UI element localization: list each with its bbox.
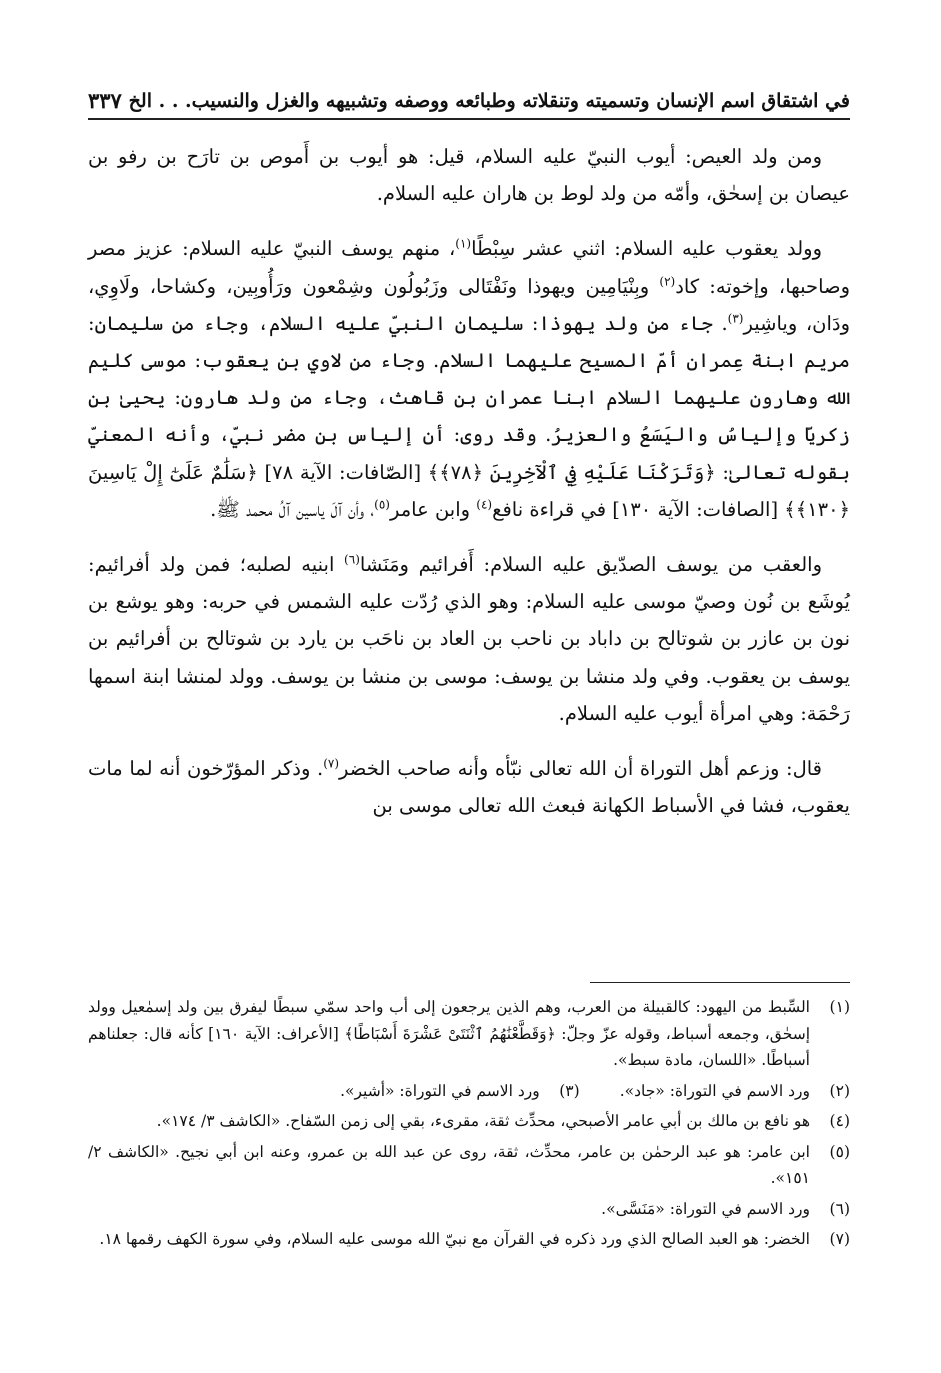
footnote-text: هو نافع بن مالك بن أبي عامر الأصبحي، محدِّث ثقة، مقرىء، بقي إلى زمن السّفاح. «الكاشف ٣/ ١٧٤». <box>156 1112 810 1130</box>
paragraph-text: ، وأن آلَ ياسين آلُ محمد ﷺ. <box>210 497 375 521</box>
book-page <box>88 78 850 1348</box>
footnote-number: (١) <box>829 998 850 1016</box>
footnote-number: (٦) <box>829 1199 850 1218</box>
footnote-separator <box>590 982 850 983</box>
footnotes <box>88 994 850 1257</box>
footnote <box>88 1108 850 1135</box>
footnote-marker: (٥) <box>374 497 390 512</box>
running-title: في اشتقاق اسم الإنسان وتسميته وتنقلاته وطبائعه ووصفه وتشبيهه والغزل والنسيب. . . الخ <box>128 90 850 112</box>
paragraph-text: ، منهم يوسف النبيّ عليه السلام: عزيز مصر وصاحبها، وإخوته: كاد <box>88 237 850 298</box>
paragraph <box>88 750 850 824</box>
footnote-text: ابن عامر: هو عبد الرحمٰن بن عامر، محدِّث، ثقة، روى عن عبد الله بن عمرو، وعنه ابن أبي نجيح. «الكاشف ٢/ ١٥١». <box>88 1142 810 1187</box>
footnote-text: ورد الاسم في التوراة: «مَنَسَّى». <box>601 1199 810 1218</box>
footnote-number: (٧) <box>829 1230 850 1248</box>
footnote-text: ورد الاسم في التوراة: «أشير». <box>340 1081 540 1100</box>
footnote-marker: (٦) <box>344 552 360 567</box>
paragraph-text: والعقب من يوسف الصدّيق عليه السلام: أَفرائيم ومَنَشا <box>359 553 822 577</box>
page-header <box>88 78 850 120</box>
paragraph <box>88 230 850 528</box>
footnote-marker: (٧) <box>323 756 340 771</box>
footnote-text: ورد الاسم في التوراة: «جاد». <box>619 1081 810 1100</box>
footnote-marker: (٣) <box>727 311 744 326</box>
footnote-number: (٣) <box>559 1081 580 1100</box>
footnote-number: (٥) <box>829 1142 850 1161</box>
footnote-marker: (٢) <box>659 274 676 289</box>
main-text <box>88 138 850 824</box>
paragraph <box>88 138 850 212</box>
paragraph-text: وابن عامر <box>389 497 477 521</box>
footnote-number: (٤) <box>829 1112 850 1130</box>
paragraph-text: وولد يعقوب عليه السلام: اثني عشر سِبْطًا <box>471 237 823 261</box>
footnote <box>88 1196 850 1223</box>
footnote-number: (٢) <box>829 1081 850 1100</box>
paragraph-text: ابنيه لصلبه؛ فمن ولد أفرائيم: يُوشَع بن نُون وصيّ موسى عليه السلام: وهو الذي رُدّت عليه الشمس في حربه: وهو يوشع بن نون بن عازر بن شوتالح بن داباد بن ناحب بن العاد بن ناحَب بن يارد بن شوتالح بن أفرائيم بن يوسف بن يعقوب. وفي ولد منشا بن يوسف: موسى بن منشا بن يوسف. وولد لمنشا ابنة اسمها رَحْمَة: وهي امرأة أيوب عليه السلام. <box>88 553 850 725</box>
paragraph-text: . وذكر المؤرّخون أنه لما مات يعقوب، فشا في الأسباط الكهانة فبعث الله تعالى موسى بن <box>88 757 850 818</box>
paragraph-text: قال: وزعم أهل التوراة أن الله تعالى نبّأه وأنه صاحب الخضر <box>339 757 823 781</box>
footnote <box>88 1226 850 1253</box>
footnote <box>88 1139 850 1192</box>
footnote-text: الخضر: هو العبد الصالح الذي ورد ذكره في القرآن مع نبيّ الله موسى عليه السلام، وفي سورة الكهف رقمها ١٨. <box>99 1230 810 1248</box>
paragraph-text: ومن ولد العيص: أيوب النبيّ عليه السلام، قيل: هو أيوب بن أَموص بن تارَح بن رفو بن عيصان بن إسحٰق، وأمّه من ولد لوط بن هاران عليه السلام. <box>88 145 850 206</box>
paragraph-text: وبِنْيَامِين ويهوذا ونَفْتَالى وزَبُولُون وشِمْعون ورَأُوبِين، وكشاحا، ولَاوِي، ودَان، وياشِير <box>88 274 850 335</box>
paragraph-text: . جاء من ولد يهوذا: سليمان النبيّ عليه السلام، وجاء من سليمان: مريم ابنة عِمران أمّ المسيح عليهما السلام. وجاء من لاوي بن يعقوب: موسى كليم الله وهارون عليهما السلام ابنا عمران بن قاهث، وجاء من ولد هارون: يحيىٰ بن زكريّا وإلياسُ واليَسَعُ والعزيرُ. وقد روى: أن إلياس بن مضر نبيّ، وأنه المعنيّ بقوله تعالىٰ: ﴿وَتَرَكْنَا عَلَيْهِ فِي ٱلْآخِرِينَ ﴿٧٨﴾﴾ [الصّافات: الآية ٧٨] ﴿سَلَٰمٌ عَلَىٰٓ إِلْ يَاسِينَ ﴿١٣٠﴾﴾ [الصافات: الآية ١٣٠] في قراءة نافع <box>88 311 851 521</box>
footnote-marker: (١) <box>455 236 472 251</box>
footnote-text: السِّبط من اليهود: كالقبيلة من العرب، وهم الذين يرجعون إلى أب واحد سمّي سبطًا ليفرق بين ولد إسمٰعيل وولد إسحٰق، وجمعه أسباط، وقوله عزّ وجلّ: ﴿وَقَطَّعْنَٰهُمُ ٱثْنَتَىْ عَشْرَةَ أَسْبَاطًا﴾ [الأعراف: الآية ١٦٠] كأنه قال: جعلناهم أسباطًا. «اللسان، مادة سبط». <box>88 998 811 1069</box>
page-number: ٣٣٧ <box>88 88 122 113</box>
footnote-pair <box>88 1078 850 1105</box>
paragraph <box>88 546 850 732</box>
footnote <box>88 994 850 1074</box>
footnote-marker: (٤) <box>476 497 493 512</box>
